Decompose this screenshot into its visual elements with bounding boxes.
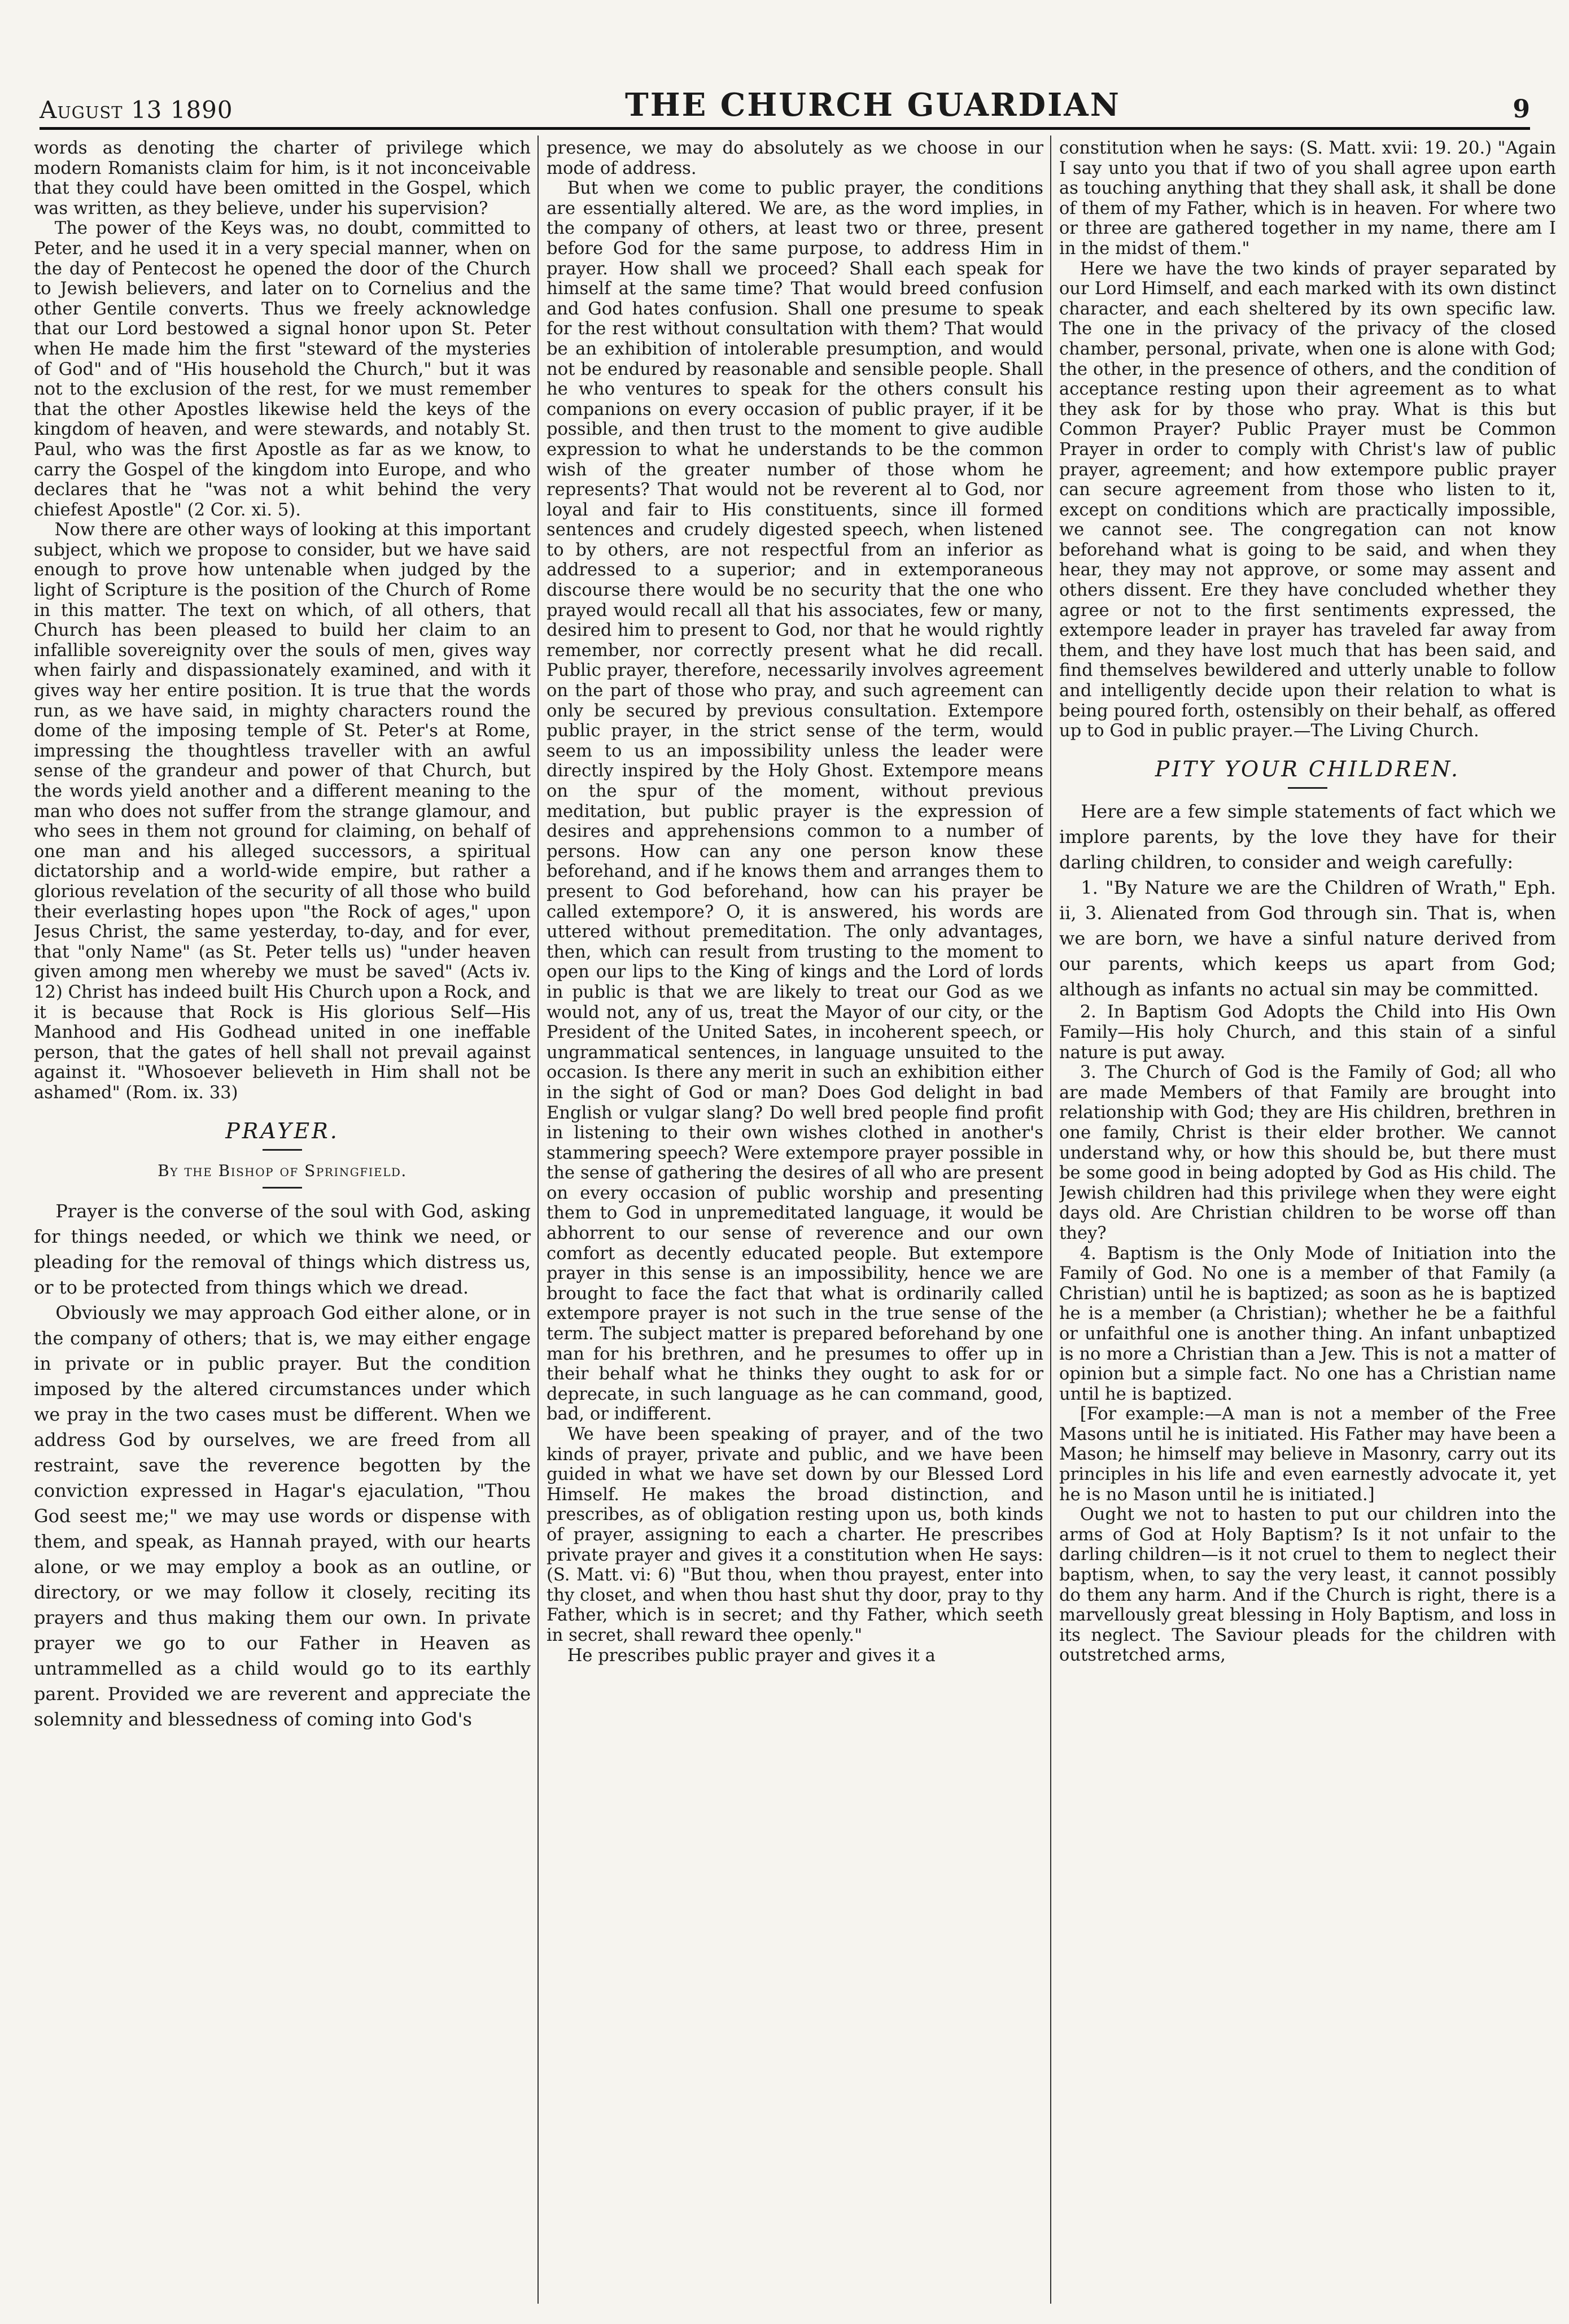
article-paragraph: 4. Baptism is the Only Mode of Initiation into the Family of God. No one is a member of that Family (a Christian) until he is baptized; as soon as he is baptized he is a member (a Christian); whether he be a faithful or unfaithful one is another thing. An infant unbaptized is no more a Christian than a Jew. This is not a matter of opinion but a simple fact. No one has a Christian name until he is baptized. bbox=[1059, 1243, 1556, 1404]
article-paragraph: words as denoting the charter of privilege which modern Romanists claim for him, is it not inconceivable that they could have been omitted in the Gospel, which was written, as they believe, under his supervision? bbox=[34, 138, 531, 219]
column-divider bbox=[1050, 136, 1051, 2304]
prayer-byline: By the Bishop of Springfield. bbox=[158, 1161, 407, 1181]
issue-date: August 13 1890 bbox=[40, 96, 233, 124]
article-paragraph: 3. The Church of God is the Family of God; all who are made Members of that Family are brought into relationship with God; they are His children, brethren in one family, Christ is their elder brother. We cannot understand why, or how this should be, but there must be some good in being adopted by God as His child. The Jewish children had this privilege when they were eight days old. Are Christian children to be worse off than they? bbox=[1059, 1063, 1556, 1243]
prayer-heading: PRAYER. bbox=[225, 1118, 339, 1143]
article-paragraph: 2. In Baptism God Adopts the Child into His Own Family—His holy Church, and this stain of a sinful nature is put away. bbox=[1059, 1002, 1556, 1063]
article-paragraph: 1. "By Nature we are the Children of Wrath," Eph. ii, 3. Alienated from God through sin. That is, when we are born, we have a sinful nature derived from our parents, which keeps us apart from God; although as infants no actual sin may be committed. bbox=[1059, 877, 1556, 1001]
newspaper-title: THE CHURCH GUARDIAN bbox=[625, 86, 1121, 124]
article-paragraph: Here we have the two kinds of prayer separated by our Lord Himself, and each marked with its own distinct character, and each sheltered by its own specific law. The one in the privacy of the privacy of the closed chamber, personal, private, when one is alone with God; the other, in the presence of others, and the condition of acceptance resting upon their agreement as to what they ask for by those who pray. What is this but Common Prayer? Public Prayer must be Common Prayer in order to comply with Christ's law of public prayer, agreement; and how extempore public prayer can secure agreement from those who listen to it, except on conditions which are practically impossible, we cannot see. The congregation can not know beforehand what is going to be said, and when they hear, they may not approve, or some may assent and others dissent. Ere they have concluded whether they agree or not to the first sentiments expressed, the extempore leader in prayer has traveled far away from them, and they have lost much that has been said, and find themselves bewildered and utterly unable to follow and intelligently decide upon their relation to what is being poured forth, ostensibly on their behalf, as offered up to God in public prayer.—The Living Church. bbox=[1059, 259, 1556, 741]
column-2 bbox=[547, 138, 1043, 2301]
pity-heading: PITY YOUR CHILDREN. bbox=[1155, 756, 1461, 781]
byline-rule bbox=[263, 1187, 302, 1189]
article-paragraph: Ought we not to hasten to put our children into the arms of God at Holy Baptism? Is it not unfair to the darling children—is it not cruel to them to neglect their baptism, when, to say the very least, it cannot possibly do them any harm. And if the Church is right, there is a marvellously great blessing in Holy Baptism, and loss in its neglect. The Saviour pleads for the children with outstretched arms, bbox=[1059, 1505, 1556, 1666]
article-paragraph: But when we come to public prayer, the conditions are essentially altered. We are, as the word implies, in the company of others, at least two or three, present before God for the same purpose, to address Him in prayer. How shall we proceed? Shall each speak for himself at the same time? That would breed confusion and God hates confusion. Shall one presume to speak for the rest without consultation with them? That would be an exhibition of intolerable presumption, and would not be endured by reasonable and sensible people. Shall he who ventures to speak for the others consult his companions on every occasion of public prayer, if it be possible, and then trust to the moment to give audible expression to what he understands to be the common wish of the greater number of those whom he represents? That would not be reverent al to God, nor loyal and fair to His constituents, since ill formed sentences and crudely digested speech, when listened to by others, are not respectful from an inferior as addressed to a superior; and in extemporaneous discourse there would be no security that the one who prayed would recall all that his associates, few or many, desired him to present to God, nor that he would rightly remember, nor correctly present what he did recall. Public prayer, therefore, necessarily involves agreement on the part of those who pray, and such agreement can only be secured by previous consultation. Extempore public prayer, in the strict sense of the term, would seem to us an impossibility unless the leader were directly inspired by the Holy Ghost. Extempore means on the spur of the moment, without previous meditation, but public prayer is the expression of desires and apprehensions common to a number of persons. How can any one person know these beforehand, and if he knows them and arranges them to present to God beforehand, how can his prayer be called extempore? O, it is answered, his words are uttered without premeditation. The only advantages, then, which can result from trusting to the moment to open our lips to the King of kings and the Lord of lords in public is that we are likely to treat our God as we would not, any of us, treat the Mayor of our city, or the President of the United Sates, in incoherent speech, or ungrammatical sentences, in language unsuited to the occasion. Is there any merit in such an exhibition either in the sight of God or man? Does God delight in bad English or vulgar slang? Do well bred people find profit in listening to their own wishes clothed in another's stammering speech? Were extempore prayer possible in the sense of gathering the desires of all who are present on every occasion of public worship and presenting them to God in unpremeditated language, it would be abhorrent to our sense of reverence and our own comfort as decently educated people. But extempore prayer in this sense is an impossibility, hence we are brought to face the fact that what is ordinarily called extempore prayer is not such in the true sense of the term. The subject matter is prepared beforehand by one man for his brethren, and he presumes to offer up in their behalf what he thinks they ought to ask for or deprecate, in such language as he can command, good, bad, or indifferent. bbox=[547, 178, 1043, 1425]
article-paragraph: presence, we may do absolutely as we choose in our mode of address. bbox=[547, 138, 1043, 178]
column-1 bbox=[34, 138, 531, 2301]
article-paragraph: The power of the Keys was, no doubt, committed to Peter, and he used it in a very special manner, when on the day of Pentecost he opened the door of the Church to Jewish believers, and later on to Cornelius and the other Gentile converts. Thus we freely acknowledge that our Lord bestowed a signal honor upon St. Peter when He made him the first "steward of the mysteries of God" and of "His household the Church," but it was not to the exclusion of the rest, for we must remember that the other Apostles likewise held the keys of the kingdom of heaven, and were stewards, and notably St. Paul, who was the first Apostle as far as we know, to carry the Gospel of the kingdom into Europe, and who declares that he "was not a whit behind the very chiefest Apostle" (2 Cor. xi. 5). bbox=[34, 219, 531, 520]
masthead bbox=[40, 79, 1530, 130]
article-paragraph: constitution when he says: (S. Matt. xvii: 19. 20.) "Again I say unto you that if two of you shall agree upon earth as touching anything that they shall ask, it shall be done of them of my Father, which is in heaven. For where two or three are gathered together in my name, there am I in the midst of them." bbox=[1059, 138, 1556, 259]
article-paragraph: Obviously we may approach God either alone, or in the company of others; that is, we may either engage in private or in public prayer. But the condition imposed by the altered circumstances under which we pray in the two cases must be different. When we address God by ourselves, we are freed from all restraint, save the reverence begotten by the conviction expressed in Hagar's ejaculation, "Thou God seest me;" we may use words or dispense with them, and speak, as Hannah prayed, with our hearts alone, or we may employ a book as an outline, or directory, or we may follow it closely, reciting its prayers and thus making them our own. In private prayer we go to our Father in Heaven as untrammelled as a child would go to its earthly parent. Provided we are reverent and appreciate the solemnity and blessedness of coming into God's bbox=[34, 1301, 531, 1730]
column-3 bbox=[1059, 138, 1556, 2301]
column-divider bbox=[537, 136, 539, 2304]
article-paragraph: [For example:—A man is not a member of the Free Masons until he is initiated. His Father may have been a Mason; he himself may believe in Masonry, carry out its principles in his life and even earnestly advocate it, yet he is no Mason until he is initiated.] bbox=[1059, 1404, 1556, 1505]
article-paragraph: Prayer is the converse of the soul with God, asking for things needed, or which we think we need, or pleading for the removal of things which distress us, or to be protected from things which we dread. bbox=[34, 1200, 531, 1298]
heading-rule bbox=[1288, 787, 1327, 789]
page-number: 9 bbox=[1513, 95, 1530, 124]
article-paragraph: He prescribes public prayer and gives it a bbox=[567, 1645, 936, 1666]
article-paragraph: We have been speaking of prayer, and of the two kinds of prayer, private and public, and we have been guided in what we have set down by our Blessed Lord Himself. He makes the broad distinction, and prescribes, as of obligation resting upon us, both kinds of prayer, assigning to each a charter. He prescribes private prayer and gives it a constitution when He says: (S. Matt. vi: 6) "But thou, when thou prayest, enter into thy closet, and when thou hast shut thy door, pray to thy Father, which is in secret; and thy Father, which seeth in secret, shall reward thee openly." bbox=[547, 1425, 1043, 1645]
heading-rule bbox=[263, 1149, 302, 1151]
article-paragraph: Here are a few simple statements of fact which we implore parents, by the love they have for their darling children, to consider and weigh carefully: bbox=[1059, 801, 1556, 873]
article-paragraph: Now there are other ways of looking at this important subject, which we propose to consider, but we have said enough to prove how untenable when judged by the light of Scripture is the position of the Church of Rome in this matter. The text on which, of all others, that Church has been pleased to build her claim to an infallible sovereignity over the souls of men, gives way when fairly and dispassionately examined, and with it gives way her entire position. It is true that the words run, as we have said, in mighty characters round the dome of the imposing temple of St. Peter's at Rome, impressing the thoughtless traveller with an awful sense of the grandeur and power of that Church, but the words yield another and a different meaning to the man who does not suffer from the strange glamour, and who sees in them not ground for claiming, on behalf of one man and his alleged successors, a spiritual dictatorship and a world-wide empire, but rather a glorious revelation of the security of all those who build their everlasting hopes upon "the Rock of ages," upon Jesus Christ, the same yesterday, to-day, and for ever, that "only Name" (as St. Peter tells us) "under heaven given among men whereby we must be saved" (Acts iv. 12) Christ has indeed built His Church upon a Rock, and it is because that Rock is His glorious Self—His Manhood and His Godhead united in one ineffable person, that the gates of hell shall not prevail against against it. "Whosoever believeth in Him shall not be ashamed" (Rom. ix. 33) bbox=[34, 520, 531, 1103]
